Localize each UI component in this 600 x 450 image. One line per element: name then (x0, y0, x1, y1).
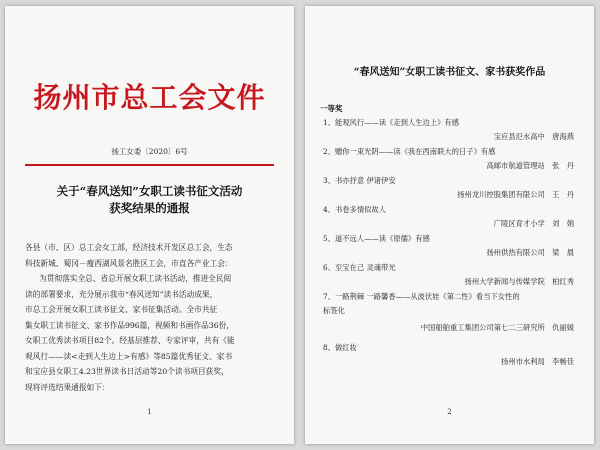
award-entry (323, 115, 580, 144)
notice-title-line: 获奖结果的通报 (109, 201, 190, 215)
prize-level-heading: 一等奖 (320, 104, 343, 113)
body-line: 和宝应县女职工4.23世界读书日活动等20个读书项目获奖， (25, 367, 229, 376)
document-number: 扬工女委〔2020〕6号 (111, 147, 188, 156)
document-page-1 (5, 6, 294, 444)
entry-title: 7、一路荆棘 一路馨香——从波伏娃《第二性》看当下女性的 (323, 292, 520, 301)
notice-title (15, 183, 284, 217)
body-line: 女职工优秀读书项目82个。经基层推荐、专家评审，共有《能 (25, 336, 235, 345)
page-number: 1 (147, 408, 152, 416)
award-entry (323, 173, 580, 202)
entry-title: 3、书亦抒意 伊诸伊安 (323, 176, 396, 185)
award-entries (323, 115, 580, 369)
notice-title-line: 关于“春风送知”女职工读书征文活动 (56, 184, 243, 198)
award-entry (323, 202, 580, 231)
entry-title: 4、书卷多情似故人 (323, 205, 387, 214)
award-entry (323, 231, 580, 260)
body-line: 为贯彻落实全总、省总开展女职工读书活动，推进全民阅 (39, 274, 232, 283)
entry-title: 8、做红妆 (323, 343, 357, 352)
entry-author: 高邮市航道管理站 张 丹 (486, 161, 574, 170)
entry-author: 宝应县氾水高中 唐海燕 (493, 132, 574, 141)
body-line: 观风行——读<走到人生边上>有感》等85篇优秀征文、家书 (25, 351, 233, 361)
document-page-2 (305, 6, 594, 444)
entry-title: 5、道不远人——读《原儒》有感 (323, 234, 430, 243)
body-line: 集女职工读书征文、家书作品996篇，视频和书画作品36份， (25, 320, 234, 330)
document-header-title: 扬州市总工会文件 (33, 81, 266, 114)
body-line: 科技新城、蜀冈－瘦西湖风景名胜区工会，市直各产业工会： (25, 258, 233, 268)
notice-body (25, 240, 276, 395)
entry-author: 扬州大学新闻与传媒学院 柏红秀 (464, 277, 574, 286)
entry-title: 1、能观风行——读《走到人生边上》有感 (323, 118, 459, 127)
award-entry (323, 340, 580, 369)
body-line: 读的部署要求，充分展示我市“春风送知”读书活动成果， (25, 289, 218, 299)
entry-author: 扬州龙川控股集团有限公司 王 丹 (457, 190, 574, 199)
entry-title: 2、赠你一束光阴——读《我在西南联大的日子》有感 (323, 147, 496, 156)
entry-title: 6、至宝在己 灵魂带光 (323, 263, 396, 272)
red-divider (25, 164, 274, 166)
entry-author: 广陵区育才小学 刘 娟 (493, 219, 574, 228)
entry-author: 扬州供热有限公司 梁 晨 (486, 248, 574, 257)
entry-author: 中国船舶重工集团公司第七二三研究所 仇丽媛 (420, 323, 574, 332)
page-number: 2 (447, 408, 452, 416)
entry-author: 扬州市水利局 李畅佳 (501, 357, 574, 366)
award-entry (323, 144, 580, 173)
body-line: 各县（市、区）总工会女工部，经济技术开发区总工会，生态 (25, 243, 233, 252)
entry-title-continued: 标签化 (323, 306, 345, 315)
award-entry (323, 289, 580, 340)
body-line: 市总工会开展女职工读书征文、家书征集活动。全市共征 (25, 305, 218, 314)
body-line: 现将评选结果通报如下： (25, 382, 110, 392)
award-list-title: “春风送知”女职工读书征文、家书获奖作品 (353, 67, 546, 78)
award-entry (323, 260, 580, 289)
